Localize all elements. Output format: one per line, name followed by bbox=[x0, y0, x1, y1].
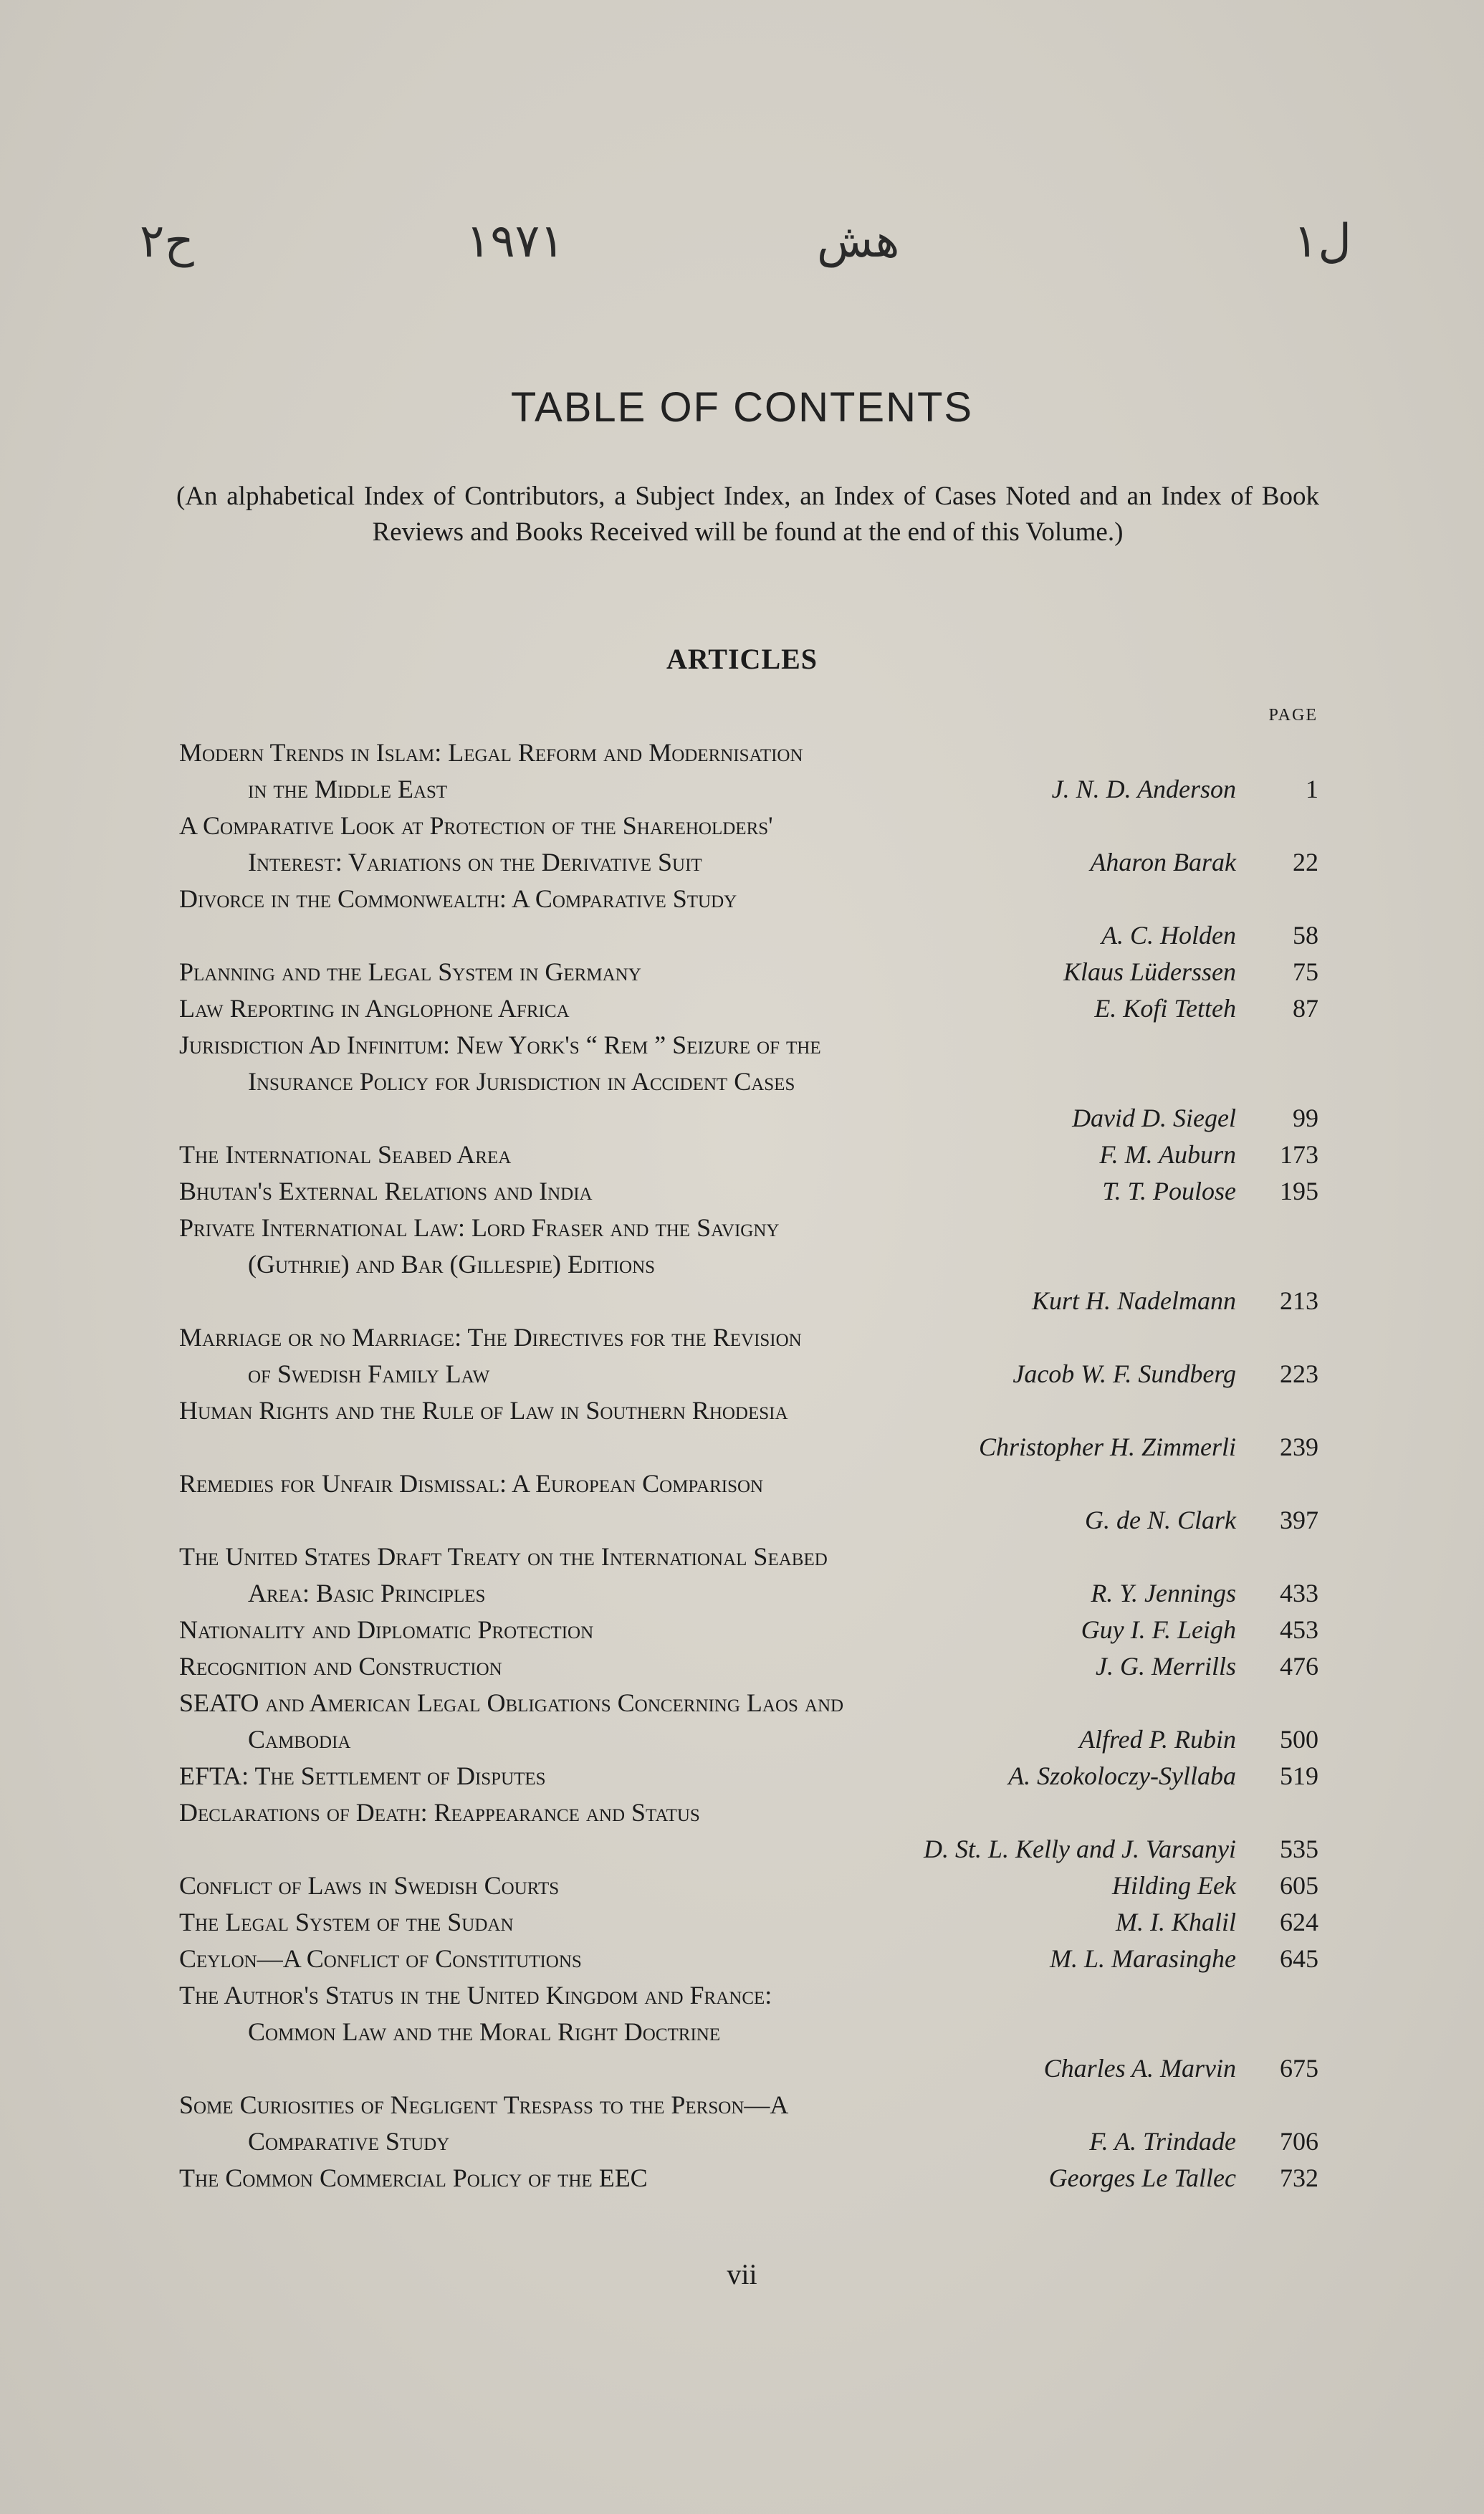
toc-line bbox=[179, 1466, 1318, 1502]
toc-line bbox=[179, 1064, 1318, 1100]
contents-list bbox=[179, 735, 1318, 2197]
entry-page: 1 bbox=[1306, 775, 1318, 803]
entry-page: 22 bbox=[1293, 848, 1318, 876]
toc-line bbox=[179, 990, 1318, 1027]
toc-line bbox=[179, 2014, 1318, 2050]
entry-title: Divorce in the Commonwealth: A Comparative Study bbox=[179, 884, 737, 913]
toc-line bbox=[179, 1210, 1318, 1246]
entry-author: Kurt H. Nadelmann bbox=[1031, 1286, 1236, 1315]
entry-title: Some Curiosities of Negligent Trespass to the Person—A bbox=[179, 2090, 789, 2119]
entry-page: 476 bbox=[1280, 1652, 1318, 1681]
toc-line bbox=[179, 2123, 1318, 2160]
entry-author: F. M. Auburn bbox=[1099, 1140, 1236, 1169]
entry-title: EFTA: The Settlement of Disputes bbox=[179, 1762, 546, 1790]
entry-page: 173 bbox=[1280, 1140, 1318, 1169]
entry-author: M. I. Khalil bbox=[1116, 1908, 1236, 1936]
toc-line bbox=[179, 2087, 1318, 2123]
entry-page: 624 bbox=[1280, 1908, 1318, 1936]
entry-page: 645 bbox=[1280, 1944, 1318, 1973]
entry-title: Recognition and Construction bbox=[179, 1652, 502, 1681]
entry-title: The Common Commercial Policy of the EEC bbox=[179, 2164, 648, 2192]
toc-line bbox=[179, 1977, 1318, 2014]
entry-title: Area: Basic Principles bbox=[248, 1579, 486, 1607]
toc-line bbox=[179, 1392, 1318, 1429]
toc-line bbox=[179, 844, 1318, 881]
entry-page: 500 bbox=[1280, 1725, 1318, 1754]
entry-title: The United States Draft Treaty on the International Seabed bbox=[179, 1542, 828, 1571]
toc-line bbox=[179, 1685, 1318, 1721]
toc-line bbox=[179, 1941, 1318, 1977]
entry-title: Marriage or no Marriage: The Directives for the Revision bbox=[179, 1323, 802, 1352]
entry-title: Comparative Study bbox=[248, 2127, 450, 2156]
entry-title: Remedies for Unfair Dismissal: A European Comparison bbox=[179, 1469, 764, 1498]
toc-line bbox=[179, 808, 1318, 844]
toc-line bbox=[179, 771, 1318, 808]
entry-page: 519 bbox=[1280, 1762, 1318, 1790]
toc-line bbox=[179, 1904, 1318, 1941]
entry-author: Klaus Lüderssen bbox=[1063, 957, 1236, 986]
entry-author: Georges Le Tallec bbox=[1048, 2164, 1236, 2192]
entry-author: Aharon Barak bbox=[1090, 848, 1236, 876]
entry-author: D. St. L. Kelly and J. Varsanyi bbox=[924, 1835, 1236, 1863]
toc-line bbox=[179, 1758, 1318, 1794]
entry-author: Alfred P. Rubin bbox=[1079, 1725, 1236, 1754]
toc-line bbox=[179, 881, 1318, 917]
handwritten-note-3: هش bbox=[817, 215, 900, 268]
entry-page: 75 bbox=[1293, 957, 1318, 986]
toc-line bbox=[179, 1100, 1318, 1137]
entry-title: A Comparative Look at Protection of the Shareholders' bbox=[179, 811, 773, 840]
entry-author: M. L. Marasinghe bbox=[1050, 1944, 1236, 1973]
entry-author: R. Y. Jennings bbox=[1091, 1579, 1236, 1607]
entry-title: Modern Trends in Islam: Legal Reform and Modernisation bbox=[179, 738, 803, 767]
entry-page: 213 bbox=[1280, 1286, 1318, 1315]
toc-line bbox=[179, 1027, 1318, 1064]
toc-line bbox=[179, 1539, 1318, 1575]
entry-author: T. T. Poulose bbox=[1102, 1177, 1236, 1205]
handwritten-note-4: ل١ bbox=[1293, 215, 1351, 268]
toc-line bbox=[179, 1575, 1318, 1612]
page-column-header: PAGE bbox=[1268, 706, 1318, 725]
entry-page: 605 bbox=[1280, 1871, 1318, 1900]
toc-line bbox=[179, 1648, 1318, 1685]
entry-title: Conflict of Laws in Swedish Courts bbox=[179, 1871, 560, 1900]
entry-title: Human Rights and the Rule of Law in Southern Rhodesia bbox=[179, 1396, 788, 1425]
entry-title: Declarations of Death: Reappearance and Status bbox=[179, 1798, 700, 1827]
entry-page: 732 bbox=[1280, 2164, 1318, 2192]
entry-page: 453 bbox=[1280, 1615, 1318, 1644]
entry-author: David D. Siegel bbox=[1072, 1104, 1236, 1132]
entry-title: Common Law and the Moral Right Doctrine bbox=[248, 2017, 721, 2046]
entry-title: Jurisdiction Ad Infinitum: New York's “ Rem ” Seizure of the bbox=[179, 1031, 821, 1059]
entry-page: 58 bbox=[1293, 921, 1318, 950]
entry-title: Insurance Policy for Jurisdiction in Accident Cases bbox=[248, 1067, 795, 1096]
entry-page: 223 bbox=[1280, 1359, 1318, 1388]
entry-page: 195 bbox=[1280, 1177, 1318, 1205]
entry-page: 675 bbox=[1280, 2054, 1318, 2083]
entry-title: Interest: Variations on the Derivative Suit bbox=[248, 848, 702, 876]
handwritten-note-2: ١٩٧١ bbox=[466, 215, 565, 268]
entry-title: Private International Law: Lord Fraser and the Savigny bbox=[179, 1213, 780, 1242]
entry-title: The International Seabed Area bbox=[179, 1140, 512, 1169]
toc-line bbox=[179, 1831, 1318, 1868]
entry-title: of Swedish Family Law bbox=[248, 1359, 490, 1388]
toc-line bbox=[179, 2160, 1318, 2197]
page-number: vii bbox=[727, 2258, 757, 2290]
entry-page: 706 bbox=[1280, 2127, 1318, 2156]
entry-title: Cambodia bbox=[248, 1725, 351, 1754]
toc-line bbox=[179, 917, 1318, 954]
toc-line bbox=[179, 1502, 1318, 1539]
entry-page: 87 bbox=[1293, 994, 1318, 1023]
toc-line bbox=[179, 1794, 1318, 1831]
toc-line bbox=[179, 1283, 1318, 1319]
entry-author: Christopher H. Zimmerli bbox=[978, 1433, 1236, 1461]
entry-author: J. G. Merrills bbox=[1096, 1652, 1236, 1681]
entry-title: Ceylon—A Conflict of Constitutions bbox=[179, 1944, 582, 1973]
entry-title: Law Reporting in Anglophone Africa bbox=[179, 994, 570, 1023]
page-title: TABLE OF CONTENTS bbox=[510, 384, 974, 431]
toc-line bbox=[179, 1137, 1318, 1173]
toc-line bbox=[179, 735, 1318, 771]
entry-title: Nationality and Diplomatic Protection bbox=[179, 1615, 594, 1644]
toc-line bbox=[179, 1356, 1318, 1392]
entry-author: G. de N. Clark bbox=[1085, 1506, 1236, 1534]
entry-title: The Legal System of the Sudan bbox=[179, 1908, 514, 1936]
entry-title: The Author's Status in the United Kingdom and France: bbox=[179, 1981, 772, 2009]
toc-line bbox=[179, 1612, 1318, 1648]
entry-author: J. N. D. Anderson bbox=[1051, 775, 1236, 803]
entry-title: Bhutan's External Relations and India bbox=[179, 1177, 593, 1205]
toc-line bbox=[179, 1319, 1318, 1356]
entry-title: in the Middle East bbox=[248, 775, 448, 803]
toc-line bbox=[179, 2050, 1318, 2087]
toc-line bbox=[179, 1868, 1318, 1904]
entry-author: F. A. Trindade bbox=[1089, 2127, 1236, 2156]
toc-line bbox=[179, 1429, 1318, 1466]
section-heading: ARTICLES bbox=[666, 643, 818, 675]
entry-page: 99 bbox=[1293, 1104, 1318, 1132]
entry-author: Jacob W. F. Sundberg bbox=[1013, 1359, 1236, 1388]
entry-page: 239 bbox=[1280, 1433, 1318, 1461]
index-note: (An alphabetical Index of Contributors, a Subject Index, an Index of Cases Noted and an Index of Book Reviews and Books Received will be found at the end of this Volume.) bbox=[176, 482, 1319, 547]
handwritten-note-1: ح٢ bbox=[140, 215, 194, 268]
entry-title: Planning and the Legal System in Germany bbox=[179, 957, 641, 986]
entry-title: SEATO and American Legal Obligations Concerning Laos and bbox=[179, 1688, 844, 1717]
entry-page: 433 bbox=[1280, 1579, 1318, 1607]
entry-author: A. C. Holden bbox=[1101, 921, 1236, 950]
toc-line bbox=[179, 1246, 1318, 1283]
entry-title: (Guthrie) and Bar (Gillespie) Editions bbox=[248, 1250, 656, 1278]
entry-author: Charles A. Marvin bbox=[1043, 2054, 1236, 2083]
entry-page: 397 bbox=[1280, 1506, 1318, 1534]
toc-line bbox=[179, 954, 1318, 990]
entry-author: Guy I. F. Leigh bbox=[1081, 1615, 1236, 1644]
entry-page: 535 bbox=[1280, 1835, 1318, 1863]
toc-line bbox=[179, 1721, 1318, 1758]
entry-author: E. Kofi Tetteh bbox=[1094, 994, 1236, 1023]
toc-line bbox=[179, 1173, 1318, 1210]
entry-author: A. Szokoloczy-Syllaba bbox=[1008, 1762, 1236, 1790]
entry-author: Hilding Eek bbox=[1112, 1871, 1236, 1900]
